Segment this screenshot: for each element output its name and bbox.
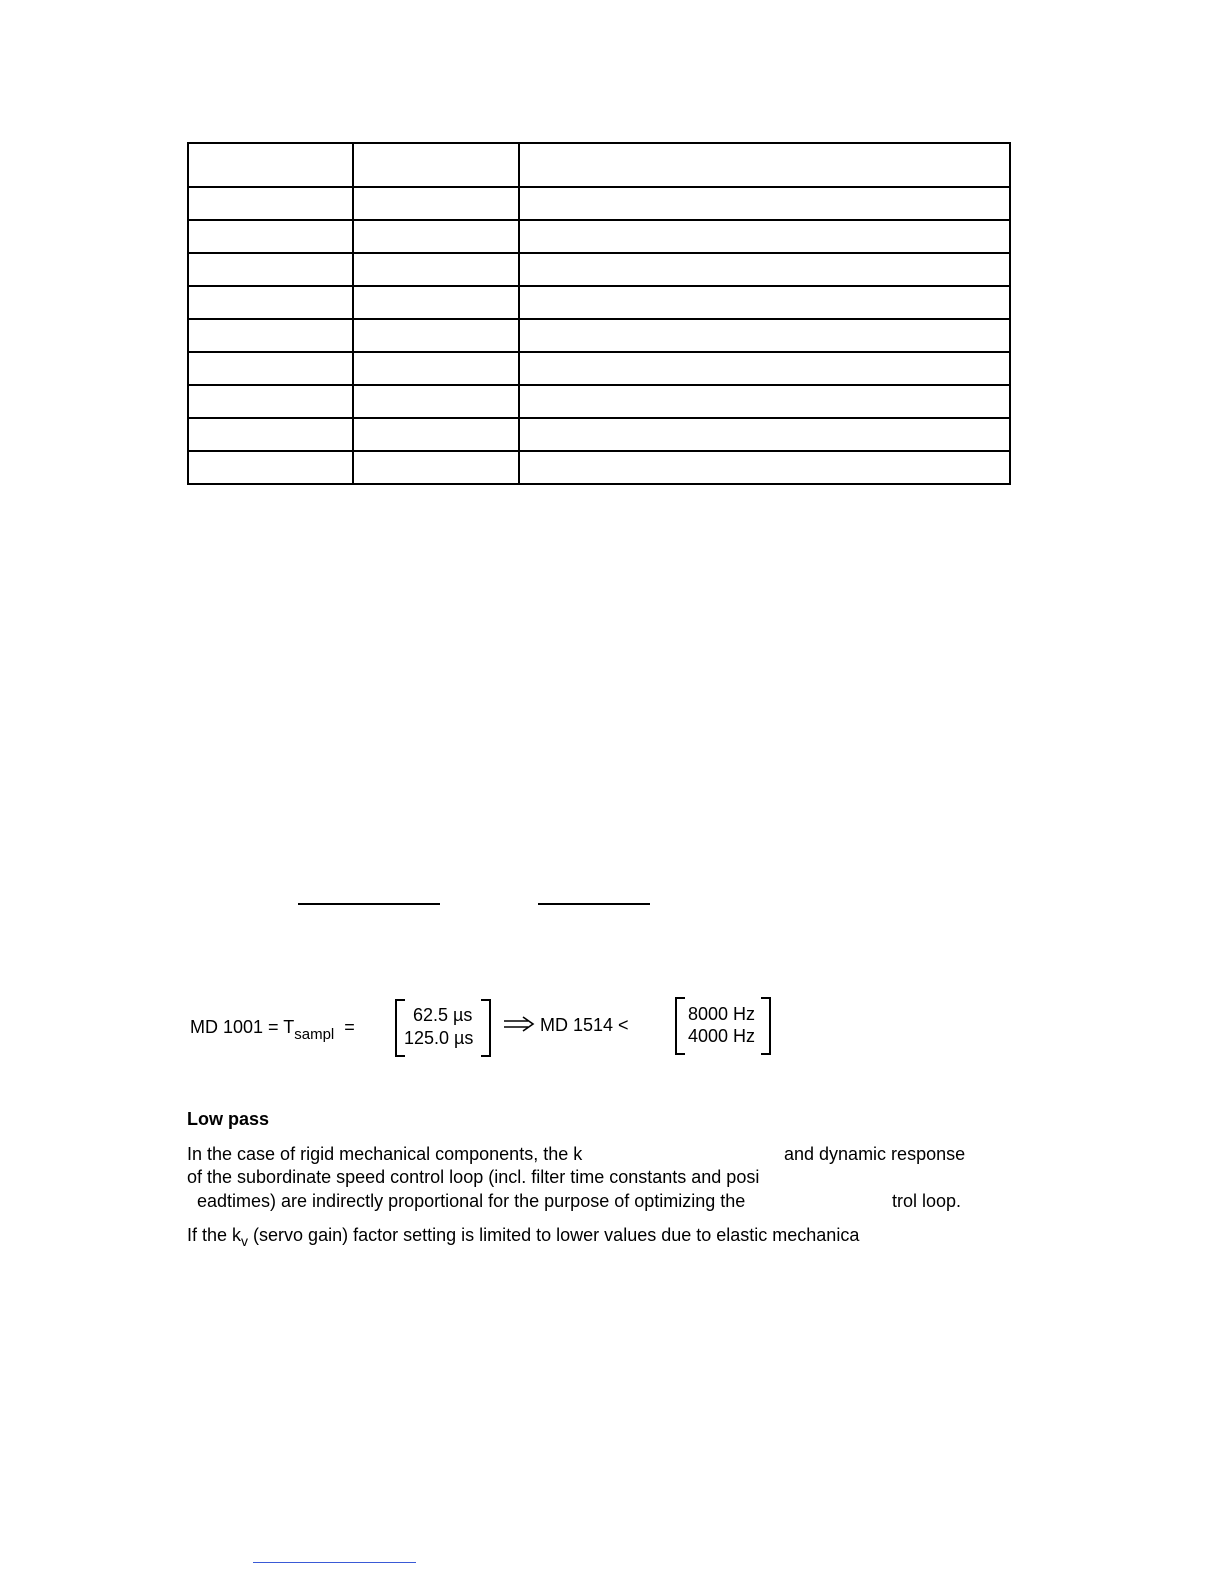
matrix-value: 62.5 µs [413, 1005, 473, 1025]
table-header-cell [188, 143, 353, 187]
right-matrix [675, 997, 771, 1055]
implies-arrow-icon [502, 1015, 536, 1033]
formula-lhs-equals: = [344, 1017, 355, 1037]
footer-link-underline[interactable] [253, 1562, 416, 1563]
left-matrix [395, 999, 491, 1057]
matrix-value: 8000 Hz [688, 1004, 756, 1024]
table-header-cell [519, 143, 1010, 187]
table-cell [353, 187, 519, 220]
table-cell [188, 385, 353, 418]
paragraph-text: (servo gain) factor setting is limited to lower values due to elastic mechanica [253, 1225, 860, 1245]
table-cell [353, 418, 519, 451]
fraction-line [538, 903, 650, 905]
table-cell [188, 418, 353, 451]
table-cell [188, 319, 353, 352]
table-cell [188, 187, 353, 220]
table-header-row [188, 143, 1010, 187]
paragraph-line: In the case of rigid mechanical components, the k [187, 1144, 583, 1164]
table-cell [519, 385, 1010, 418]
formula-lhs-subscript: sampl [294, 1026, 335, 1043]
paragraph-line: trol loop. [892, 1191, 962, 1211]
table-cell [519, 451, 1010, 484]
table-cell [353, 286, 519, 319]
table-cell [519, 286, 1010, 319]
table-cell [353, 451, 519, 484]
table-cell [188, 451, 353, 484]
table-row [188, 418, 1010, 451]
table-cell [188, 352, 353, 385]
parameter-table [187, 142, 1011, 485]
fraction-line [298, 903, 440, 905]
paragraph-line: of the subordinate speed control loop (incl. filter time constants and posi [187, 1167, 760, 1187]
table-row [188, 319, 1010, 352]
table-cell [188, 220, 353, 253]
table-row [188, 253, 1010, 286]
table-row [188, 352, 1010, 385]
table-cell [519, 253, 1010, 286]
right-bracket [481, 999, 491, 1057]
formula-rhs: MD 1514 < [540, 1015, 629, 1035]
table-row [188, 220, 1010, 253]
paragraph-line: eadtimes) are indirectly proportional for the purpose of optimizing the [197, 1191, 746, 1211]
section-heading: Low pass [187, 1109, 270, 1129]
table-cell [188, 253, 353, 286]
table-cell [188, 286, 353, 319]
table-header-cell [353, 143, 519, 187]
matrix-value: 4000 Hz [688, 1026, 756, 1046]
matrix-value: 125.0 µs [404, 1028, 474, 1048]
table-cell [519, 352, 1010, 385]
table-cell [353, 220, 519, 253]
paragraph-text: If the k [187, 1225, 242, 1245]
paragraph-line: and dynamic response [784, 1144, 966, 1164]
left-bracket [675, 997, 685, 1055]
table-cell [353, 385, 519, 418]
table-cell [519, 418, 1010, 451]
table-row [188, 451, 1010, 484]
right-bracket [761, 997, 771, 1055]
table-cell [353, 352, 519, 385]
table-row [188, 286, 1010, 319]
table-cell [353, 253, 519, 286]
table-cell [519, 220, 1010, 253]
table-row [188, 187, 1010, 220]
paragraph-subscript: v [241, 1233, 249, 1249]
formula-lhs [190, 1017, 355, 1043]
table-cell [353, 319, 519, 352]
paragraph-line [187, 1225, 860, 1249]
formula-lhs-prefix: MD 1001 = T [190, 1017, 295, 1037]
table-cell [519, 187, 1010, 220]
table-row [188, 385, 1010, 418]
table-cell [519, 319, 1010, 352]
